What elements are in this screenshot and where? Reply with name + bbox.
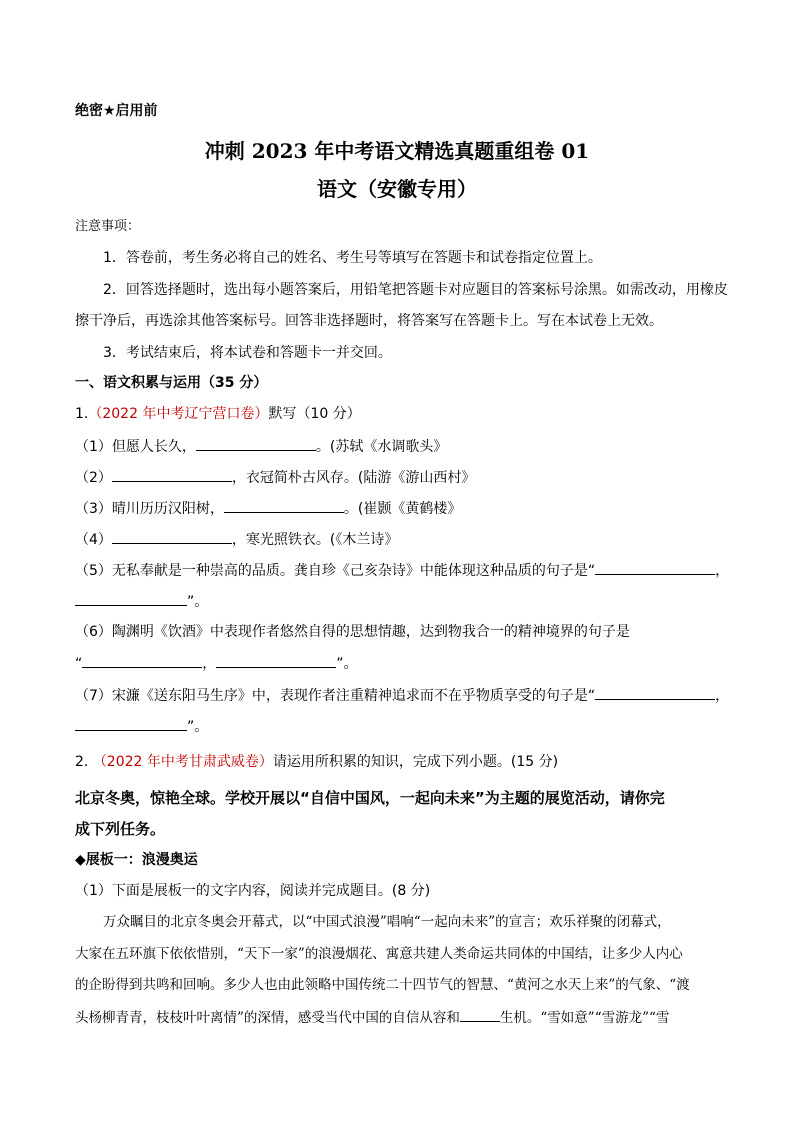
- answer-blank[interactable]: [82, 653, 202, 668]
- answer-blank[interactable]: [224, 498, 344, 513]
- question-number: 1.: [75, 406, 89, 422]
- question-source: （2022 年中考甘肃武威卷）: [92, 754, 273, 770]
- q1-item-6-cont: [75, 653, 358, 674]
- answer-blank[interactable]: [112, 529, 232, 544]
- passage-text: 头杨柳青青，枝枝叶叶离情”的深情，感受当代中国的自信从容和: [75, 1010, 460, 1026]
- passage-text: 生机。“雪如意”“雪游龙”“雪: [499, 1010, 670, 1026]
- notice-heading: 注意事项：: [75, 219, 141, 234]
- item-end: ”。: [187, 719, 209, 735]
- question-text: 请运用所积累的知识，完成下列小题。(15 分): [272, 754, 559, 770]
- answer-blank[interactable]: [595, 685, 715, 700]
- notice-item-2: 2．回答选择题时，选出每小题答案后，用铅笔把答题卡对应题目的答案标号涂黑。如需改动，用橡皮: [103, 282, 728, 298]
- item-text: （5）无私奉献是一种崇高的品质。龚自珍《己亥杂诗》中能体现这种品质的句子是“: [75, 563, 596, 579]
- sub-question-1: （1）下面是展板一的文字内容，阅读并完成题目。(8 分): [75, 883, 431, 899]
- item-text: （4）: [75, 532, 112, 548]
- passage-line-4: [75, 1007, 669, 1028]
- section-heading: 一、语文积累与运用（35 分）: [75, 375, 268, 391]
- q1-item-4: [75, 529, 398, 550]
- q1-item-1: [75, 436, 447, 457]
- answer-blank[interactable]: [595, 560, 715, 575]
- item-text: （3）晴川历历汉阳树，: [75, 501, 224, 517]
- answer-blank[interactable]: [75, 591, 187, 606]
- passage-line-1: 万众瞩目的北京冬奥会开幕式，以“中国式浪漫”唱响“一起向未来”的宣言；欢乐祥聚的闭幕式，: [103, 914, 671, 930]
- passage-line-2: 大家在五环旗下依依惜别，“天下一家”的浪漫烟花、寓意共建人类命运共同体的中国结，让多少人内心: [75, 946, 683, 962]
- question-number: 2.: [75, 754, 89, 770]
- q2-intro-line-1: 北京冬奥，惊艳全球。学校开展以“自信中国风，一起向未来”为主题的展览活动，请你完: [75, 789, 665, 807]
- answer-blank[interactable]: [216, 653, 336, 668]
- exam-subtitle: 语文（安徽专用）: [317, 177, 477, 201]
- answer-blank[interactable]: [460, 1007, 500, 1022]
- separator: ，: [202, 656, 217, 672]
- quote-open: “: [75, 656, 83, 672]
- answer-blank[interactable]: [112, 467, 232, 482]
- q1-item-5: [75, 560, 729, 581]
- answer-blank[interactable]: [196, 436, 316, 451]
- q1-item-5-cont: [75, 591, 208, 612]
- item-source: ，衣冠简朴古风存。(陆游《游山西村》: [231, 470, 476, 486]
- separator: ，: [715, 563, 730, 579]
- q1-item-2: [75, 467, 475, 488]
- notice-item-3: 3．考试结束后，将本试卷和答题卡一并交回。: [103, 345, 392, 361]
- notice-item-2-cont: 擦干净后，再选涂其他答案标号。回答非选择题时，将答案写在答题卡上。写在本试卷上无效。: [75, 313, 663, 329]
- item-text: （7）宋濂《送东阳马生序》中，表现作者注重精神追求而不在乎物质享受的句子是“: [75, 688, 596, 704]
- item-text: （1）但愿人长久，: [75, 439, 196, 455]
- question-2: [75, 752, 558, 772]
- question-source: （2022 年中考辽宁营口卷）: [88, 406, 269, 422]
- notice-item-1: 1．答卷前，考生务必将自己的姓名、考生号等填写在答题卡和试卷指定位置上。: [103, 250, 602, 266]
- passage-line-3: 的企盼得到共鸣和回响。多少人也由此领略中国传统二十四节气的智慧、“黄河之水天上来”的气象、“渡: [75, 977, 690, 993]
- separator: ，: [715, 688, 730, 704]
- question-text: 默写（10 分）: [268, 406, 361, 422]
- q1-item-7: [75, 685, 729, 706]
- q1-item-7-cont: [75, 716, 208, 737]
- item-text: （2）: [75, 470, 112, 486]
- q1-item-3: [75, 498, 461, 519]
- question-1: [75, 404, 361, 424]
- secret-label: 绝密★启用前: [75, 103, 158, 119]
- item-source: 。(苏轼《水调歌头》: [315, 439, 448, 455]
- board-heading: ◆展板一：浪漫奥运: [75, 852, 198, 868]
- item-end: ”。: [187, 594, 209, 610]
- q1-item-6: （6）陶渊明《饮酒》中表现作者悠然自得的思想情趣，达到物我合一的精神境界的句子是: [75, 624, 630, 640]
- item-source: ，寒光照铁衣。(《木兰诗》: [231, 532, 399, 548]
- item-source: 。(崔颢《黄鹤楼》: [343, 501, 462, 517]
- exam-title: 冲刺 2023 年中考语文精选真题重组卷 01: [204, 139, 590, 163]
- q2-intro-line-2: 成下列任务。: [75, 820, 166, 838]
- answer-blank[interactable]: [75, 716, 187, 731]
- item-end: ”。: [336, 656, 358, 672]
